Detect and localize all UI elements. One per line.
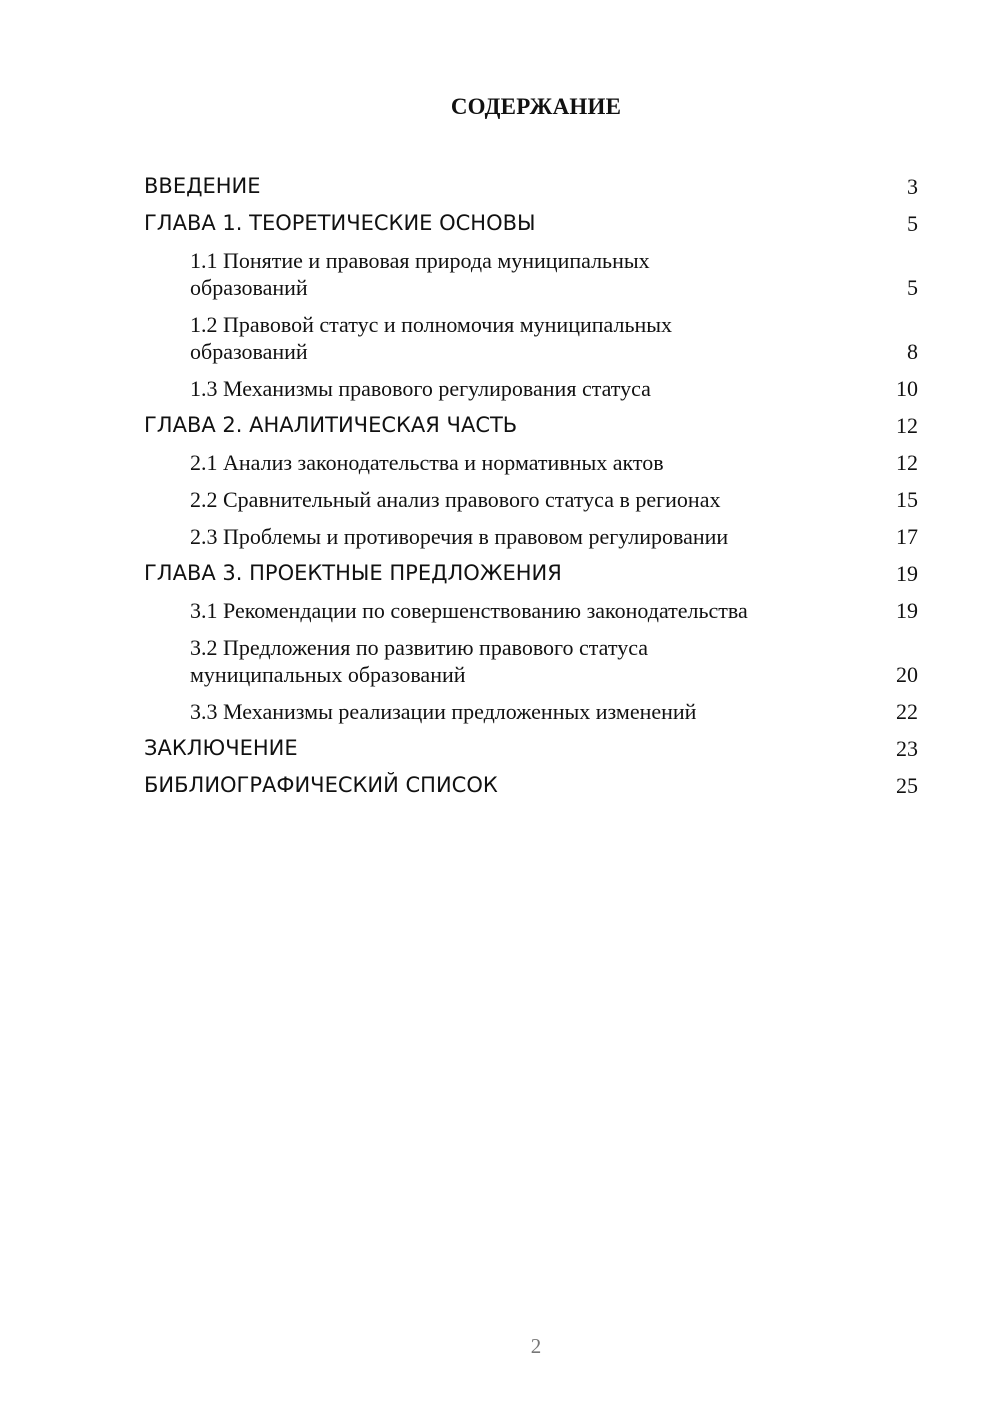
toc-entry-page: 15 — [896, 487, 918, 512]
toc-entry-section-2-1[interactable] — [144, 444, 918, 481]
toc-entry-title: БИБЛИОГРАФИЧЕСКИЙ СПИСОК — [144, 773, 498, 797]
toc-entry-bibliography[interactable] — [144, 767, 918, 804]
toc-entry-introduction[interactable] — [144, 168, 918, 205]
toc-entry-section-3-2[interactable] — [144, 629, 918, 693]
toc-entry-page: 5 — [907, 275, 918, 300]
toc-entry-page: 5 — [907, 211, 918, 236]
toc-entry-title: 3.3 Механизмы реализации предложенных изменений — [190, 699, 697, 724]
toc-entry-title: 2.2 Сравнительный анализ правового статуса в регионах — [190, 487, 721, 512]
toc-entry-title: ВВЕДЕНИЕ — [144, 174, 261, 198]
toc-entry-title: 1.1 Понятие и правовая природа муниципальных образований — [190, 248, 650, 300]
toc-entry-title: 3.2 Предложения по развитию правового статуса муниципальных образований — [190, 635, 648, 687]
toc-entry-page: 3 — [907, 174, 918, 199]
toc-entry-page: 19 — [896, 598, 918, 623]
toc-entry-title: 1.3 Механизмы правового регулирования статуса — [190, 376, 651, 401]
toc-entry-page: 17 — [896, 524, 918, 549]
toc-entry-title: 2.3 Проблемы и противоречия в правовом регулировании — [190, 524, 729, 549]
toc-entry-title: 1.2 Правовой статус и полномочия муниципальных образований — [190, 312, 673, 364]
toc-entry-page: 10 — [896, 376, 918, 401]
page-title: СОДЕРЖАНИЕ — [450, 94, 622, 119]
toc-entry-chapter-3[interactable] — [144, 555, 918, 592]
toc-entry-chapter-2[interactable] — [144, 407, 918, 444]
toc-entry-page: 25 — [896, 773, 918, 798]
toc-entry-page: 12 — [896, 450, 918, 475]
toc-entry-section-3-1[interactable] — [144, 592, 918, 629]
toc-entry-page: 22 — [896, 699, 918, 724]
toc-entry-section-2-3[interactable] — [144, 518, 918, 555]
toc-entry-page: 19 — [896, 561, 918, 586]
toc-entry-conclusion[interactable] — [144, 730, 918, 767]
toc-entry-title: 3.1 Рекомендации по совершенствованию законодательства — [190, 598, 748, 623]
toc-entry-section-1-3[interactable] — [144, 370, 918, 407]
toc-entry-page: 23 — [896, 736, 918, 761]
toc-entry-title: ЗАКЛЮЧЕНИЕ — [144, 736, 298, 760]
toc-entry-section-2-2[interactable] — [144, 481, 918, 518]
toc-entry-title: ГЛАВА 1. ТЕОРЕТИЧЕСКИЕ ОСНОВЫ — [144, 211, 536, 235]
toc-entry-title: 2.1 Анализ законодательства и нормативных актов — [190, 450, 664, 475]
toc-entry-page: 20 — [896, 662, 918, 687]
toc-entry-section-1-1[interactable] — [144, 242, 918, 306]
page-number: 2 — [530, 1334, 542, 1358]
toc-entry-chapter-1[interactable] — [144, 205, 918, 242]
toc-entry-page: 12 — [896, 413, 918, 438]
toc-entry-section-3-3[interactable] — [144, 693, 918, 730]
toc-entry-title: ГЛАВА 2. АНАЛИТИЧЕСКАЯ ЧАСТЬ — [144, 413, 518, 437]
toc-entry-page: 8 — [907, 339, 918, 364]
toc-entry-section-1-2[interactable] — [144, 306, 918, 370]
table-of-contents — [144, 168, 918, 804]
toc-entry-title: ГЛАВА 3. ПРОЕКТНЫЕ ПРЕДЛОЖЕНИЯ — [144, 561, 562, 585]
